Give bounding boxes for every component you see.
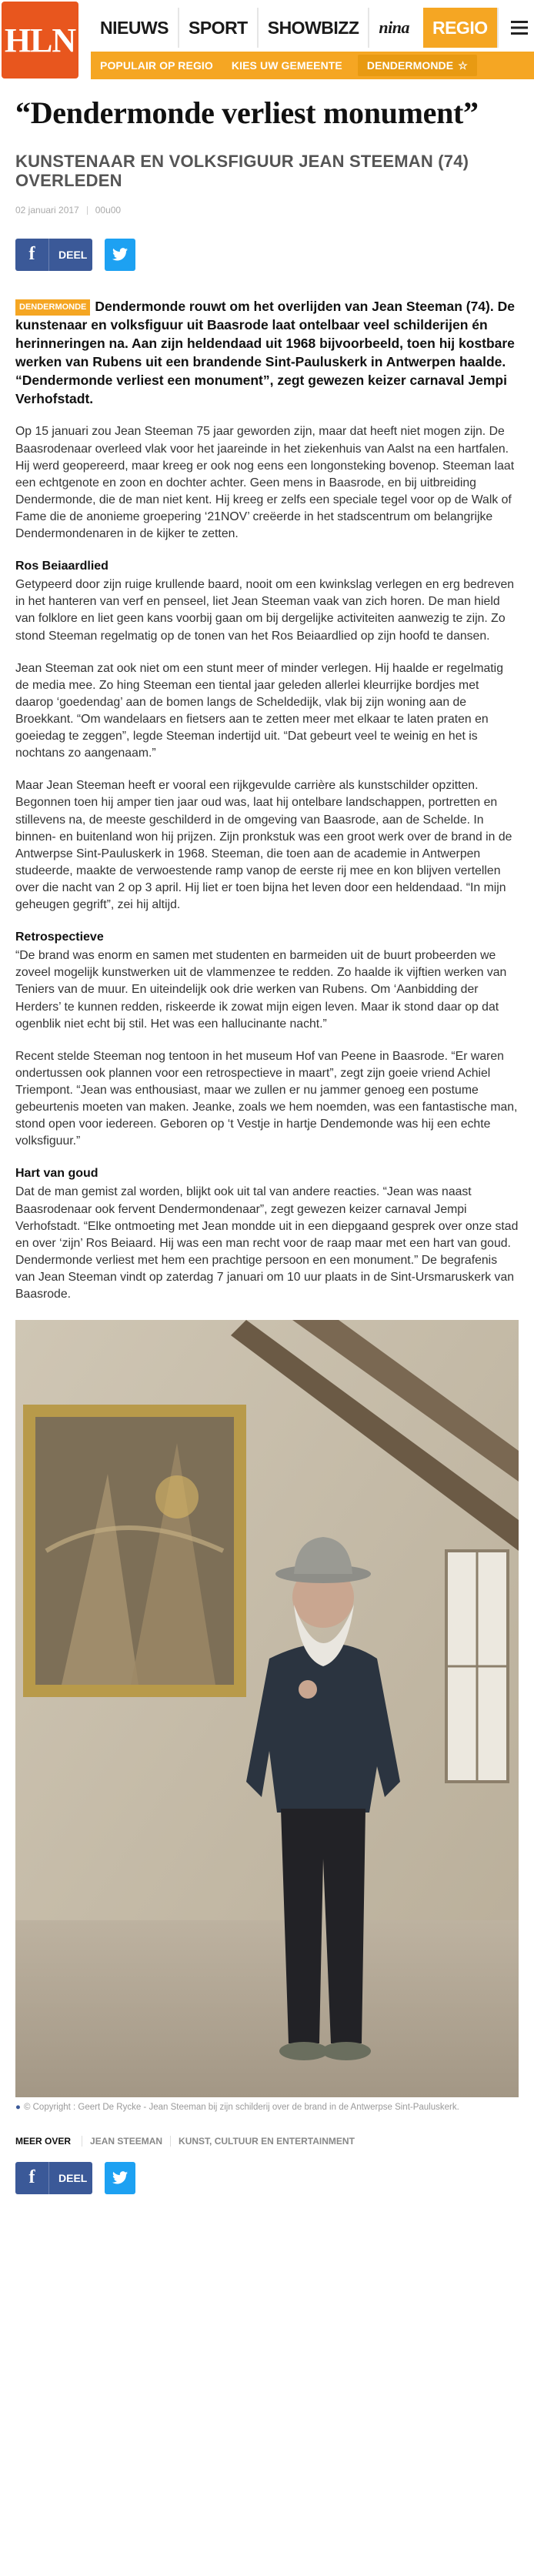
nav-item-regio[interactable]: REGIO — [423, 8, 497, 48]
facebook-share-label: DEEL — [58, 2171, 88, 2184]
subnav-dendermonde-label: DENDERMONDE — [366, 59, 454, 72]
site-header — [0, 0, 534, 81]
camera-icon: ● — [15, 2103, 21, 2113]
facebook-share-label: DEEL — [58, 248, 88, 261]
twitter-share-button[interactable] — [105, 239, 135, 271]
menu-icon — [511, 21, 528, 35]
meer-over — [15, 2136, 519, 2147]
article-dateline — [15, 205, 519, 216]
paragraph: Jean Steeman zat ook niet om een stunt meer of minder verlegen. Hij haalde er regelmatig de media mee. Zo hing Steeman een tiental jaar geleden allerlei kleurrijke bordjes met daarop ‘goedendag’ aan de bomen langs de Scheldedijk, vlak bij zijn woning aan de Broekkant. “Om wandelaars en fietsers aan te zetten meer met elkaar te laten praten en goeiedag te zeggen”, legde Steeman indertijd uit. “Dat gebeurt veel te weinig en het is nochtans zo aangenaam.” — [15, 661, 503, 760]
facebook-share-button[interactable] — [15, 239, 92, 271]
section-heading: Retrospectieve — [15, 931, 104, 944]
divider — [87, 206, 88, 215]
facebook-share-button[interactable] — [15, 2162, 92, 2194]
article-date: 02 januari 2017 — [15, 204, 79, 216]
section-heading: Hart van goud — [15, 1167, 98, 1181]
nav-item-showbizz[interactable]: SHOWBIZZ — [257, 8, 369, 48]
share-bar-top — [15, 239, 519, 271]
logo-text: HLN — [4, 21, 76, 59]
nav-item-nina[interactable]: nina — [368, 8, 419, 48]
paragraph: Maar Jean Steeman heeft er vooral een rijkgevulde carrière als kunstschilder opzitten. Begonnen toen hij amper tien jaar oud was, laat hij ontelbare landschappen, portretten en stillevens na, de meeste geschilderd in de omgeving van Baasrode, aan de Schelde. In binnen- en buitenland won hij prijzen. Zijn pronkstuk was een groot werk over de brand in de Antwerpse Sint-Pauluskerk in 1968. Steeman, die toen aan de academie in Antwerpen studeerde, maakte de verwoestende ramp vanop de eerste rij mee en kon blijven vertellen over die nacht van 2 op 3 april. Hij liet er toen bijna het leven door een heldendaad. “In mijn geheugen gegrift”, zei hij altijd. — [15, 779, 512, 912]
article-title: “Dendermonde verliest monument” — [15, 95, 479, 130]
paragraph: “De brand was enorm en samen met studenten en barmeiden uit de buurt probeerden we zoveel mogelijk kunstwerken uit de vlammenzee te redden. Zo haalde ik vijftien werken van Teniers van de muur. En uiteindelijk ook drie werken van Rubens. Om ‘Aanbidding der Herders’ te kunnen redden, riskeerde ik zowat mijn eigen leven. Maar ik stond daar op dat ogenblik niet echt bij stil. Het was een hallucinante nacht.” — [15, 949, 507, 1031]
article-lead — [15, 297, 519, 409]
photo-illustration — [15, 1320, 519, 2097]
menu-button[interactable] — [497, 8, 534, 48]
facebook-icon: f — [15, 2162, 49, 2194]
subnav-dendermonde[interactable] — [358, 55, 477, 76]
article-subtitle: KUNSTENAAR EN VOLKSFIGUUR JEAN STEEMAN (74) OVERLEDEN — [15, 152, 469, 191]
main-nav — [91, 8, 534, 48]
nav-item-nieuws[interactable]: NIEUWS — [100, 17, 169, 38]
paragraph: Op 15 januari zou Jean Steeman 75 jaar geworden zijn, maar dat heeft niet mogen zijn. De Baasrodenaar overleed vlak voor het jaareinde in het ziekenhuis van Aalst na een hartfalen. Hij werd geopereerd, maar kreeg er ook nog eens een longonsteking bovenop. Steeman laat een echtgenote en zoon en dochter achter. Geen mens in Baasrode, en bij uitbreiding Dendermonde, die de man niet kent. Hij kreeg er zelfs een speciale tegel voor op de Walk of Fame die de anonieme groepering ‘21NOV’ creëerde in het stadscentrum om belangrijke Dendermondenaren in de kijker te zetten. — [15, 425, 515, 541]
caption-text: © Copyright : Geert De Rycke - Jean Steeman bij zijn schilderij over de brand in de Antwerpse Sint-Pauluskerk. — [23, 2103, 459, 2113]
topic-tag[interactable]: JEAN STEEMAN — [82, 2136, 170, 2147]
star-icon[interactable]: ☆ — [458, 58, 468, 72]
paragraph: Recent stelde Steeman nog tentoon in het museum Hof van Peene in Baasrode. “Er waren ondertussen ook plannen voor een retrospectieve in maart”, zegt zijn goeie vriend Achiel Triempont. “Jean was enthousiast, maar we zullen er nu jammer genoeg een postume gebeurtenis moeten van maken. Jeanke, zoals we hem noemden, was een fantastische man, stond open voor iedereen. Geboren op ‘t Vestje in hartje Dendemonde was hij een echte volksfiguur.” — [15, 1049, 518, 1148]
topic-tag[interactable]: KUNST, CULTUUR EN ENTERTAINMENT — [170, 2136, 362, 2147]
region-tag[interactable]: DENDERMONDE — [15, 299, 90, 316]
article-photo[interactable] — [15, 1320, 519, 2097]
twitter-share-button[interactable] — [105, 2162, 135, 2194]
photo-caption — [15, 2102, 519, 2114]
article — [15, 96, 519, 2194]
section-heading: Ros Beiaardlied — [15, 560, 108, 573]
subnav-populair[interactable]: POPULAIR OP REGIO — [100, 59, 213, 72]
facebook-icon: f — [15, 239, 49, 271]
nav-item-sport[interactable]: SPORT — [178, 8, 257, 48]
article-time: 00u00 — [95, 204, 122, 216]
share-bar-bottom — [15, 2162, 519, 2194]
paragraph: Getypeerd door zijn ruige krullende baard, nooit om een kwinkslag verlegen en erg bedreven in het hanteren van verf en penseel, liet Jean Steeman vaak van zich horen. De man hield van folklore en liet geen kans voorbij gaan om bij dergelijke activiteiten aanwezig te zijn. Zo stond Steeman regelmatig op de tonen van het Ros Beiaardlied op zijn hoofd te dansen. — [15, 578, 515, 643]
hln-logo[interactable] — [2, 2, 78, 79]
twitter-icon — [112, 2171, 128, 2184]
subnav-kies-gemeente[interactable]: KIES UW GEMEENTE — [231, 59, 342, 72]
meer-over-label: MEER OVER — [15, 2135, 72, 2147]
paragraph: Dat de man gemist zal worden, blijkt ook uit tal van andere reacties. “Jean was naast Baasrodenaar ook fervent Dendermondenaar”, zegt gewezen keizer carnaval Jempi Verhofstadt. “Elke ontmoeting met Jean mondde uit in een diepgaand gesprek over onze stad en over ‘zijn’ Ros Beiaard. Hij was een man recht voor de raap maar met een hart van goud. Dendermonde verliest met hem een prachtige persoon en een monument.” De begrafenis van Jean Steeman vindt op zaterdag 7 januari om 10 uur plaats in de Sint-Ursmaruskerk van Baasrode. — [15, 1185, 519, 1301]
lead-text: Dendermonde rouwt om het overlijden van Jean Steeman (74). De kunstenaar en volksfiguur uit Baasrode laat ontelbaar veel schilderijen én herinneringen na. Aan zijn heldendaad uit 1968 bijvoorbeeld, toen hij kostbare werken van Rubens uit een brandende Sint-Pauluskerk in Antwerpen haalde. “Dendermonde verliest een monument”, zegt gewezen keizer carnaval Jempi Verhofstadt. — [15, 298, 515, 407]
article-body — [15, 423, 519, 1303]
twitter-icon — [112, 248, 128, 261]
regio-subnav — [91, 52, 534, 79]
